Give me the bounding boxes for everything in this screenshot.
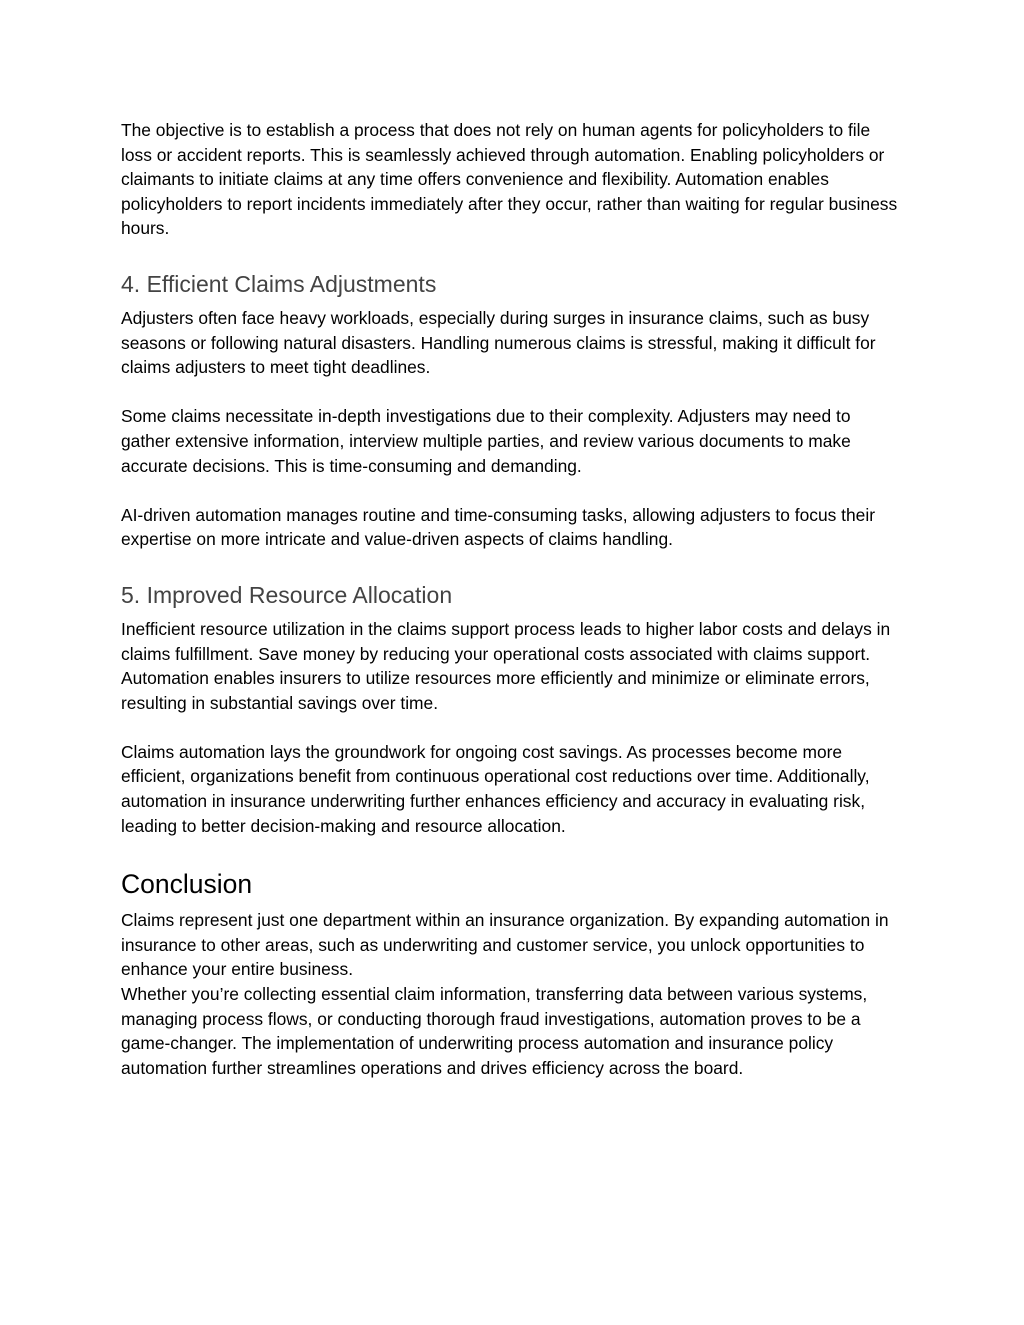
paragraph-spacer: [121, 380, 901, 405]
conclusion-paragraph-2: Whether you’re collecting essential claim information, transferring data between various systems, managing process flows, or conducting thorough fraud investigations, automation proves to be a game-changer. The implementation of underwriting process automation and insurance policy automation further streamlines operations and drives efficiency across the board.: [121, 984, 868, 1078]
section-5-paragraph-1: Inefficient resource utilization in the claims support process leads to higher labor costs and delays in claims fulfillment. Save money by reducing your operational costs associated with claims support. Automation enables insurers to utilize resources more efficiently and minimize or eliminate errors, resulting in substantial savings over time.: [121, 618, 891, 713]
section-4-paragraph-1: Adjusters often face heavy workloads, especially during surges in insurance claims, such as busy seasons or following natural disasters. Handling numerous claims is stressful, making it difficult for claims adjusters to meet tight deadlines.: [121, 307, 876, 378]
paragraph-spacer: [121, 478, 901, 503]
section-5-heading: 5. Improved Resource Allocation: [121, 581, 453, 608]
conclusion-heading: Conclusion: [121, 869, 253, 900]
intro-paragraph: The objective is to establish a process that does not rely on human agents for policyholders to file loss or accident reports. This is seamlessly achieved through automation. Enabling policyholders or claimants to initiate claims at any time offers convenience and flexibility. Automation enables policyholders to report incidents immediately after they occur, rather than waiting for regular business hours.: [121, 120, 898, 239]
section-4-paragraph-2: Some claims necessitate in-depth investigations due to their complexity. Adjusters may need to gather extensive information, interview multiple parties, and review various documents to make accurate decisions. This is time-consuming and demanding.: [121, 406, 851, 476]
section-5-paragraph-2: Claims automation lays the groundwork for ongoing cost savings. As processes become more efficient, organizations benefit from continuous operational cost reductions over time. Additionally, automation in insurance underwriting further enhances efficiency and accuracy in evaluating risk, leading to better decision-making and resource allocation.: [121, 741, 870, 836]
conclusion-paragraph-1: Claims represent just one department within an insurance organization. By expanding automation in insurance to other areas, such as underwriting and customer service, you unlock opportunities to enhance your entire business.: [121, 910, 889, 980]
document-page: [121, 118, 901, 1080]
section-4-paragraph-3: AI-driven automation manages routine and time-consuming tasks, allowing adjusters to focus their expertise on more intricate and value-driven aspects of claims handling.: [121, 504, 875, 550]
paragraph-spacer: [121, 715, 901, 740]
section-4-heading: 4. Efficient Claims Adjustments: [121, 270, 437, 297]
